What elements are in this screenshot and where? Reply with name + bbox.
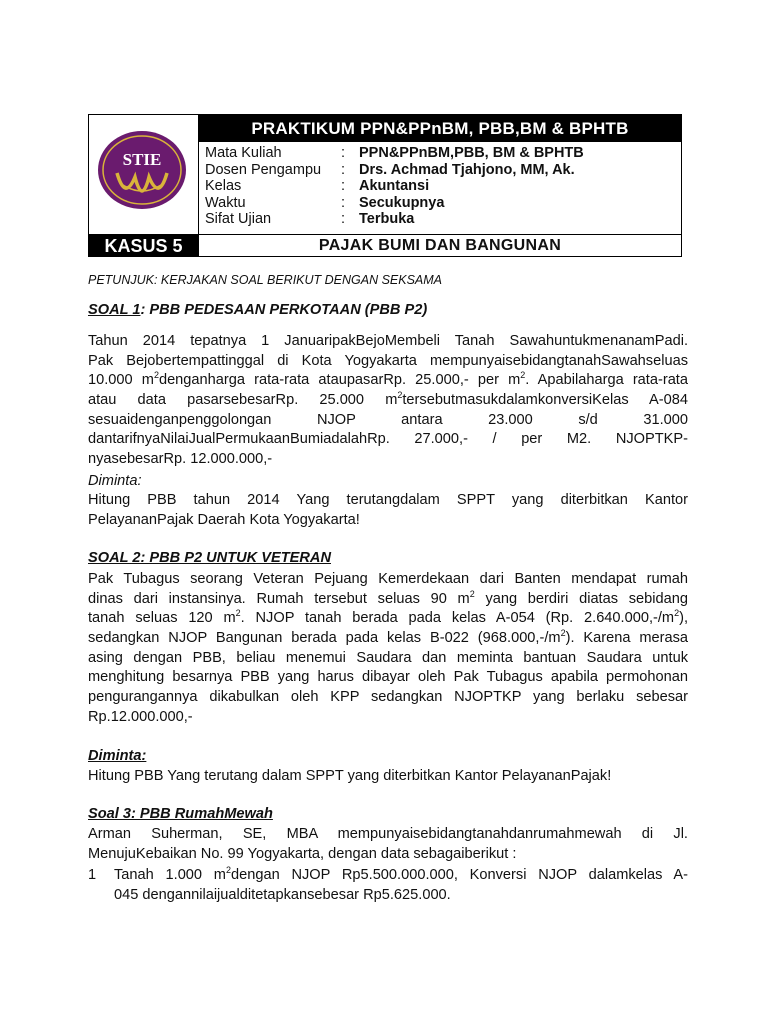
soal2-diminta-label: Diminta: <box>88 748 147 764</box>
header-table <box>88 114 682 257</box>
soal3-paragraph: Arman Suherman, SE, MBA mempunyaisebidangtanahdanrumahmewah di Jl. MenujuKebaikan No. 99 Yogyakarta, dengan data sebagaiberikut : <box>88 826 688 862</box>
soal1-heading: SOAL 1: PBB PEDESAAN PERKOTAAN (PBB P2) <box>88 302 428 318</box>
instructions: PETUNJUK: KERJAKAN SOAL BERIKUT DENGAN SEKSAMA <box>88 273 443 287</box>
info-row-time: Waktu : Secukupnya <box>205 194 445 211</box>
case-label: KASUS 5 <box>89 235 198 257</box>
course-info <box>205 145 584 228</box>
soal2-diminta-text: Hitung PBB Yang terutang dalam SPPT yang diterbitkan Kantor PelayananPajak! <box>88 768 612 784</box>
soal2-paragraph: Pak Tubagus seorang Veteran Pejuang Kemerdekaan dari Banten mendapat rumah dinas dari instansinya. Rumah tersebut seluas 90 $m^2$ yang berdiri diatas sebidang tanah seluas 120 $m^2$. NJOP tanah berada pada kelas A-054 (Rp. $2.640.000,-/m^2$), sedangkan NJOP Bangunan berada pada kelas B-022 $(968.000,-/m^2)$. Karena merasa asing dengan PBB, beliau menemui Saudara dan meminta bantuan Saudara untuk menghitung besarnya PBB yang harus dibayar oleh Pak Tubagus apabila permohonan pengurangannya dikabulkan oleh KPP sedangkan NJOPTKP yang berlaku sebesar Rp.12.000.000,- <box>88 571 689 725</box>
practicum-title: PRAKTIKUM PPN&PPnBM, PBB,BM & BPHTB <box>199 115 681 142</box>
list-item-number: 1 <box>88 867 97 883</box>
list-item-text: Tanah 1.000 $m^2dengan$ NJOP Rp5.500.000.000, Konversi NJOP dalamkelas A- 045 dengannilaijualditetapkansebesar Rp5.625.000. <box>114 865 688 903</box>
info-row-lecturer: Dosen Pengampu : Drs. Achmad Tjahjono, MM, Ak. <box>205 161 575 178</box>
soal1-diminta-label: Diminta: <box>88 473 142 489</box>
soal3-heading: Soal 3: PBB RumahMewah <box>88 806 273 822</box>
soal1-diminta-text: Hitung PBB tahun 2014 Yang terutangdalam SPPT yang diterbitkan Kantor PelayananPajak Daerah Kota Yogyakarta! <box>88 492 688 528</box>
stie-logo-icon <box>95 127 189 213</box>
soal2-heading: SOAL 2: PBB P2 UNTUK VETERAN <box>88 550 331 566</box>
soal1-paragraph: Tahun 2014 tepatnya 1 JanuaripakBejoMembeli Tanah SawahuntukmenanamPadi. Pak Bejobertempattinggal di Kota Yogyakarta mempunyaisebidangtanahSawahseluas 10.000 $m^2denganharga$ rata-rata ataupasarRp. 25.000,- per $m^2$. Apabilaharga rata-rata atau data pasarsebesarRp. 25.000 $m^2tersebutmasukdalamkonversiKelas$ A-084 sesuaidenganpenggolongan NJOP antara 23.000 s/d 31.000 dantarifnyaNilaiJualPermukaanBumiadalahRp. 27.000,- / per M2. NJOPTKP- nyasebesarRp. 12.000.000,- <box>88 333 688 468</box>
soal3-list-item <box>88 866 688 906</box>
case-title: PAJAK BUMI DAN BANGUNAN <box>318 237 562 254</box>
info-row-class: Kelas : Akuntansi <box>205 178 430 195</box>
info-row-exam-type: Sifat Ujian : Terbuka <box>205 211 415 228</box>
info-row-course: Mata Kuliah : PPN&PPnBM,PBB, BM & BPHTB <box>205 145 584 161</box>
logo-text: STIE <box>122 150 162 169</box>
